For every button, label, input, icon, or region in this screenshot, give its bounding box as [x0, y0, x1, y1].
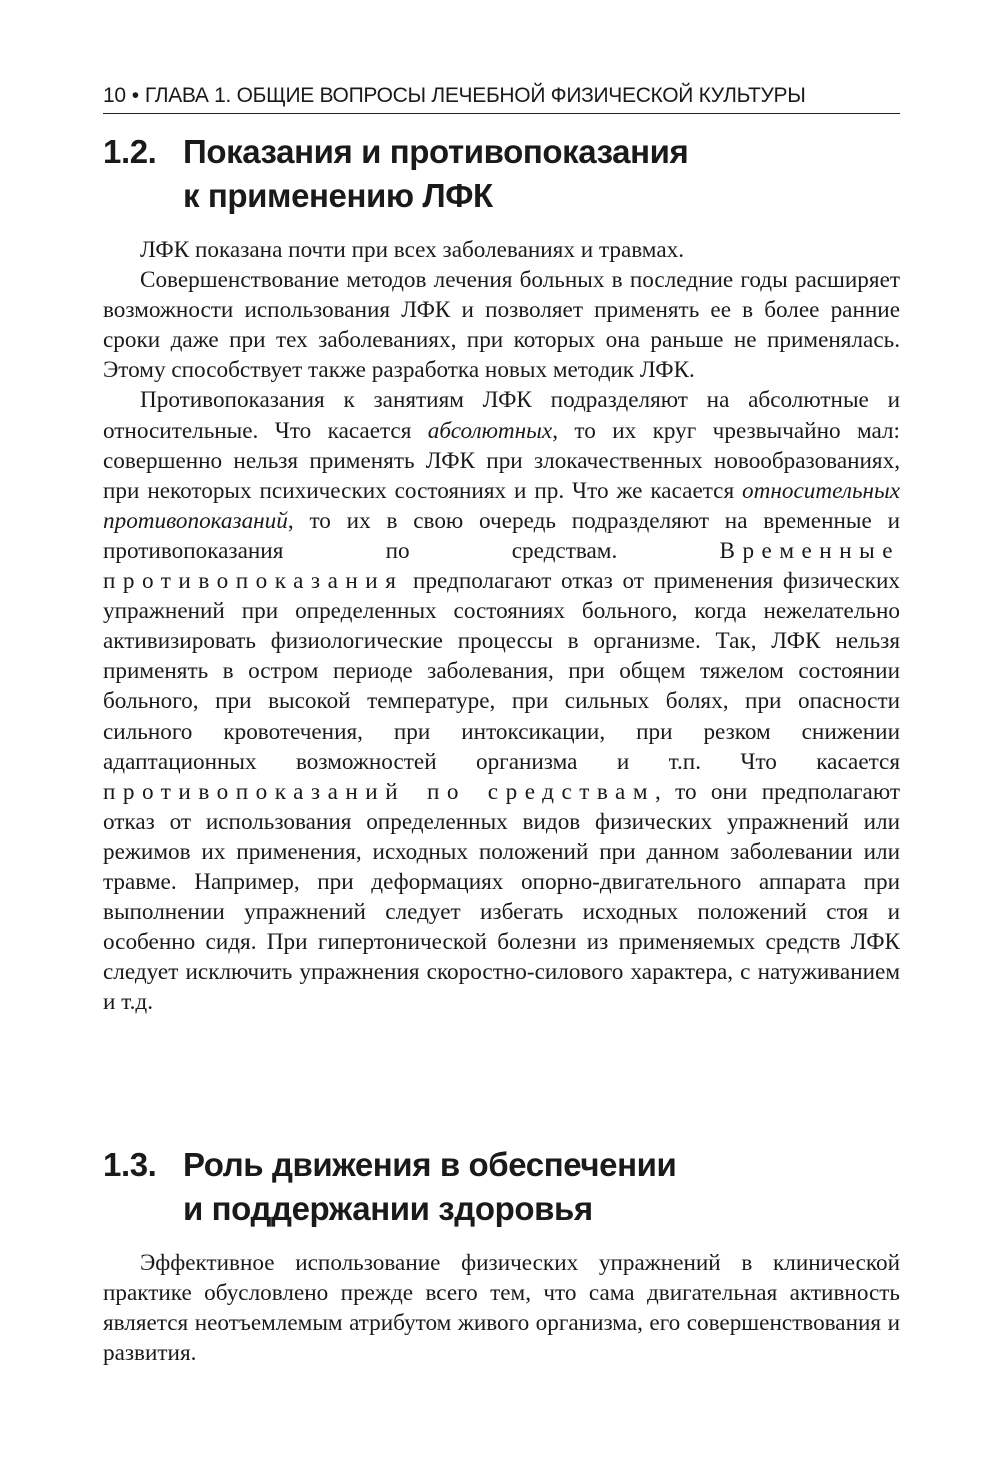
paragraph [103, 385, 900, 1017]
spaced-term: Временные противопоказания [103, 537, 900, 595]
spaced-term: противопоказаний по средствам [103, 778, 656, 805]
section-title-line1: Показания и противопоказания [183, 133, 689, 170]
text-run: , то они предполагают отказ от использования определенных видов физических упражнений или режимов их применения, исходных положений при данном заболевании или травме. Например, при деформациях опорно-двигательного аппарата при выполнении упражнений следует избегать исходных положений стоя и особенно сидя. При гипертонической болезни из применяемых средств ЛФК следует исключить упражнения скоростно-силового характера, с натуживанием и т.д. [103, 778, 900, 1016]
section-number: 1.2. [103, 133, 157, 170]
paragraph: Эффективное использование физических упражнений в клинической практике обусловлено прежде всего тем, что сама двигательная активность является неотъемлемым атрибутом живого организма, его совершенствования и развития. [103, 1250, 900, 1367]
chapter-title: ГЛАВА 1. ОБЩИЕ ВОПРОСЫ ЛЕЧЕБНОЙ ФИЗИЧЕСКОЙ КУЛЬТУРЫ [144, 84, 806, 107]
section-heading-1-2 [103, 130, 900, 218]
text-run: Противопоказания к занятиям ЛФК подразделяют на абсолютные и относительные. Что касается [103, 387, 900, 444]
running-header [103, 82, 900, 114]
section-number: 1.3. [103, 1146, 157, 1183]
section-title-line1: Роль движения в обеспечении [183, 1146, 677, 1183]
bullet-separator: • [131, 84, 139, 107]
section-1-3-body [103, 1248, 900, 1368]
text-run: предполагают отказ от применения физических упражнений при определенных состояниях больного, когда нежелательно активизировать физиологические процессы в организме. Так, ЛФК нельзя применять в остром периоде заболевания, при общем тяжелом состоянии больного, при высокой температуре, при сильных болях, при опасности сильного кровотечения, при интоксикации, при резком снижении адаптационных возможностей организма и т.п. Что касается [103, 568, 900, 775]
page-number: 10 [103, 84, 126, 107]
text-run: , то их в свою очередь подразделяют на временные и противопоказания по средствам. [103, 507, 900, 564]
paragraph: ЛФК показана почти при всех заболеваниях и травмах. [140, 237, 684, 263]
emphasis: абсолютных [427, 417, 553, 444]
section-heading-1-3 [103, 1143, 900, 1231]
section-title-line2: и поддержании здоровья [183, 1190, 593, 1227]
emphasis: относительных противопоказаний [103, 477, 900, 534]
text-run: , то их круг чрезвычайно мал: совершенно нельзя применять ЛФК при злокачественных новообразованиях, при некоторых психических состояниях и пр. Что же касается [103, 417, 900, 504]
section-1-2-body [103, 235, 900, 1017]
section-title-line2: к применению ЛФК [183, 177, 493, 214]
paragraph: Совершенствование методов лечения больных в последние годы расширяет возможности использования ЛФК и позволяет применять ее в более ранние сроки даже при тех заболеваниях, при которых она раньше не применялась. Этому способствует также разработка новых методик ЛФК. [103, 267, 900, 384]
